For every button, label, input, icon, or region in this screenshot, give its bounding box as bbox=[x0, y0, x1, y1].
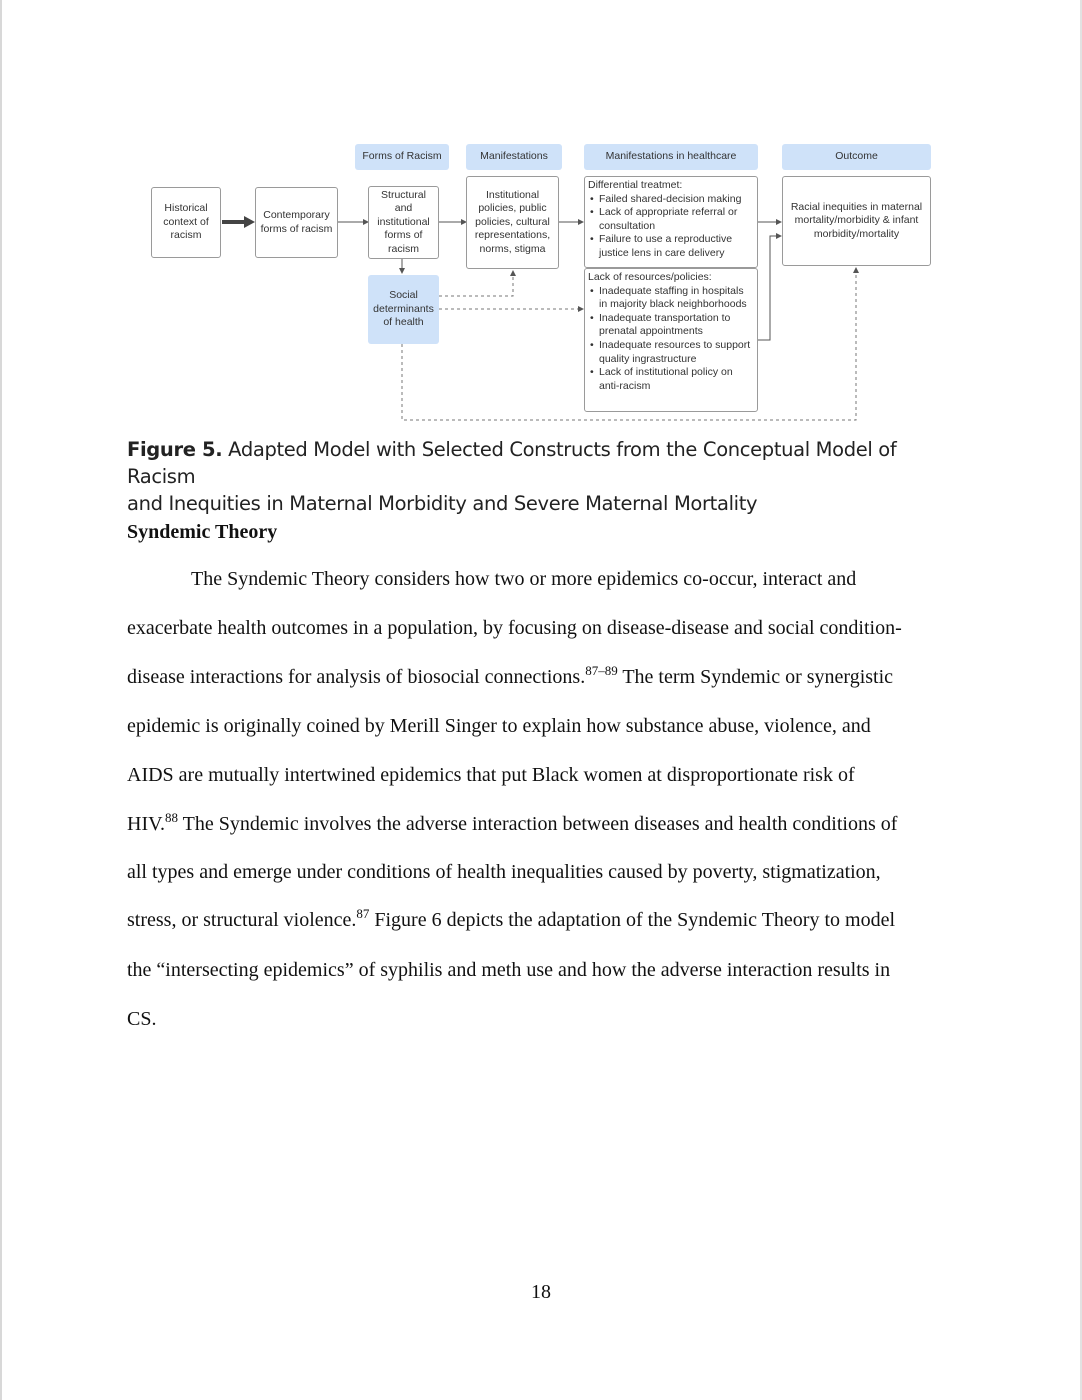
diagram-connectors bbox=[140, 128, 948, 433]
paragraph-line: all types and emerge under conditions of health inequalities caused by poverty, stigmatization, bbox=[127, 861, 881, 883]
header-forms-of-racism: Forms of Racism bbox=[355, 144, 449, 170]
box-institutional-policies: Institutional policies, public policies, cultural representations, norms, stigma bbox=[466, 176, 559, 269]
list-item: • Inadequate resources to support quality ingrastructure bbox=[588, 339, 754, 366]
figure-label: Figure 5. bbox=[127, 438, 223, 461]
figure-caption bbox=[127, 436, 957, 517]
lack-of-resources-title: Lack of resources/policies: bbox=[588, 271, 712, 283]
citation: 87 bbox=[356, 906, 370, 921]
paragraph-line: the “intersecting epidemics” of syphilis and meth use and how the adverse interaction results in bbox=[127, 959, 891, 981]
header-manifestations: Manifestations bbox=[466, 144, 562, 170]
text-span: The Syndemic involves the adverse interaction between diseases and health conditions of bbox=[177, 813, 898, 835]
citation: 88 bbox=[164, 810, 178, 825]
differential-treatment-title: Differential treatmet: bbox=[588, 179, 683, 191]
header-manifestations-in-healthcare: Manifestations in healthcare bbox=[584, 144, 758, 170]
arrow bbox=[758, 236, 781, 340]
page-number: 18 bbox=[531, 1281, 551, 1303]
paragraph-line bbox=[127, 665, 957, 689]
box-lack-of-resources bbox=[584, 268, 758, 412]
text-span: HIV. bbox=[127, 813, 165, 835]
box-differential-treatment bbox=[584, 176, 758, 268]
list-item: • Failed shared-decision making bbox=[588, 193, 754, 207]
box-social-determinants: Social determinants of health bbox=[368, 275, 439, 344]
box-outcome: Racial inequities in maternal mortality/morbidity & infant morbidity/mortality bbox=[782, 176, 931, 266]
caption-text: Adapted Model with Selected Constructs from the Conceptual Model of Racism bbox=[127, 438, 897, 488]
list-item: • Lack of institutional policy on anti-racism bbox=[588, 366, 754, 393]
paragraph-line: CS. bbox=[127, 1008, 157, 1030]
paragraph-line bbox=[127, 908, 957, 932]
box-structural-institutional: Structural and institutional forms of racism bbox=[368, 186, 439, 259]
list-item: • Inadequate staffing in hospitals in majority black neighborhoods bbox=[588, 285, 754, 312]
header-outcome: Outcome bbox=[782, 144, 931, 170]
text-span: disease interactions for analysis of biosocial connections. bbox=[127, 666, 586, 688]
paragraph-line: exacerbate health outcomes in a population, by focusing on disease-disease and social condition- bbox=[127, 617, 902, 639]
list-item: • Lack of appropriate referral or consultation bbox=[588, 206, 754, 233]
text-span: Figure 6 depicts the adaptation of the Syndemic Theory to model bbox=[369, 909, 895, 931]
paragraph-line: epidemic is originally coined by Merill Singer to explain how substance abuse, violence, and bbox=[127, 715, 871, 737]
list-item: • Inadequate transportation to prenatal appointments bbox=[588, 312, 754, 339]
paragraph-line: AIDS are mutually intertwined epidemics that put Black women at disproportionate risk of bbox=[127, 764, 855, 786]
figure-5-diagram bbox=[140, 128, 948, 433]
page-edge bbox=[0, 0, 2, 1400]
dashed-arrow bbox=[439, 271, 513, 296]
paragraph-line bbox=[127, 812, 957, 836]
box-historical-context: Historical context of racism bbox=[151, 187, 221, 258]
list-item: • Failure to use a reproductive justice lens in care delivery bbox=[588, 233, 754, 260]
text-span: stress, or structural violence. bbox=[127, 909, 357, 931]
box-contemporary-forms: Contemporary forms of racism bbox=[255, 187, 338, 258]
paragraph-line: The Syndemic Theory considers how two or more epidemics co-occur, interact and bbox=[191, 568, 857, 590]
caption-text: and Inequities in Maternal Morbidity and Severe Maternal Mortality bbox=[127, 492, 758, 515]
text-span: The term Syndemic or synergistic bbox=[617, 666, 894, 688]
citation: 87–89 bbox=[585, 663, 618, 678]
section-heading: Syndemic Theory bbox=[127, 521, 278, 543]
